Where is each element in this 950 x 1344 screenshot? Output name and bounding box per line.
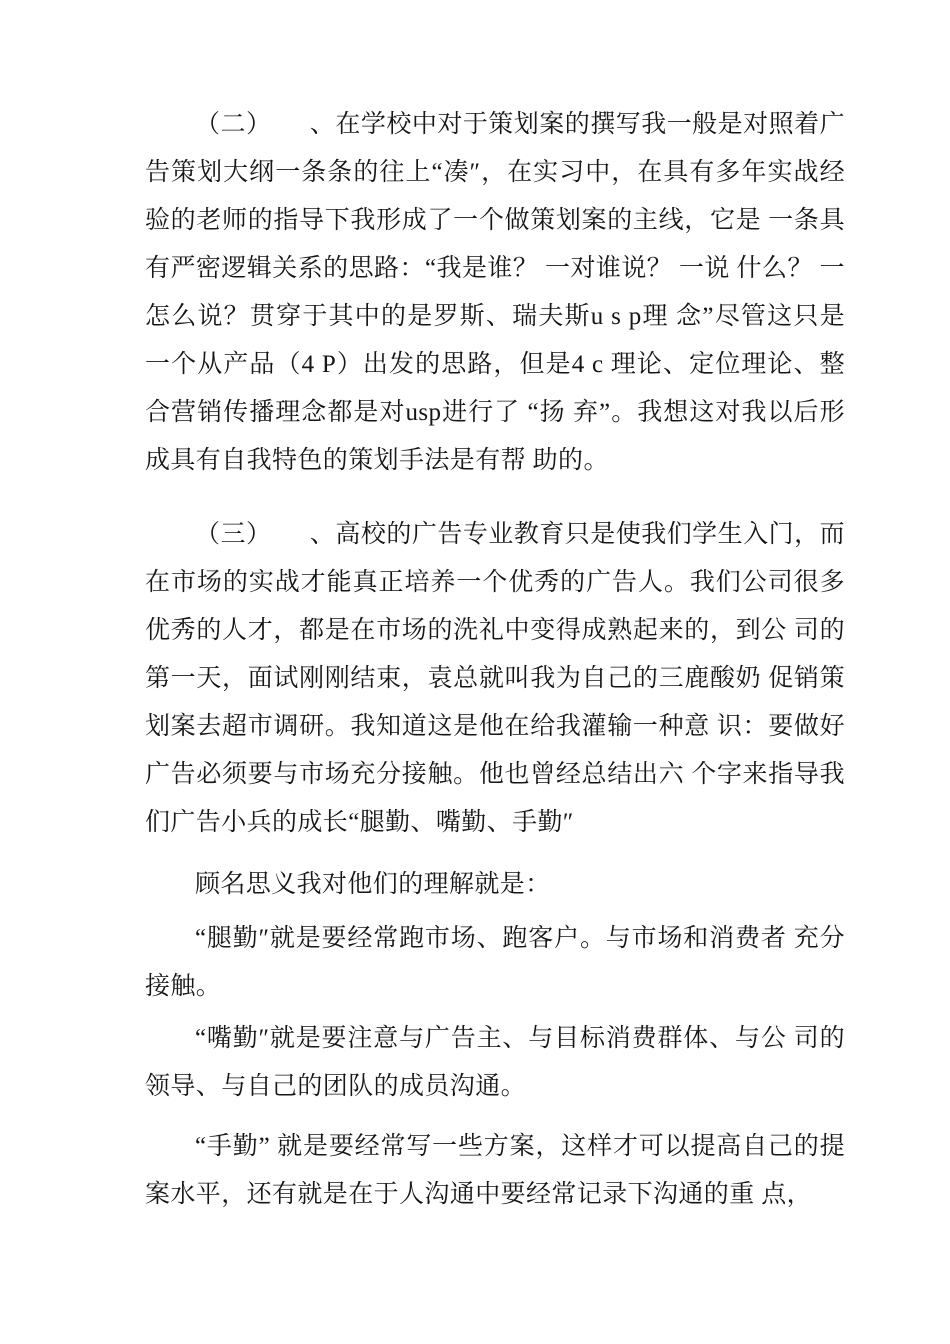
paragraph-zuiqin-communication: “嘴勤″就是要注意与广告主、与目标消费群体、与公 司的领导、与自己的团队的成员沟通。 — [145, 1025, 845, 1100]
paragraph-section-three: （三） 、高校的广告专业教育只是使我们学生入门，而 在市场的实战才能真正培养一个优秀的广告人。我们公司很多优秀的人才，都是在市场的洗礼中变得成熟起来的，到公 司的第一天，面试刚刚结束，袁总就叫我为自己的三鹿酸奶 促销策划案去超市调研。我知道这是他在给我灌输一种意 识：要做好广告必须要与市场充分接触。他也曾经总结出六 个字来指导我们广告小兵的成长“腿勤、嘴勤、手勤″ — [145, 521, 845, 836]
document-body — [145, 101, 845, 1219]
paragraph-section-two: （二） 、在学校中对于策划案的撰写我一般是对照着广 告策划大纲一条条的往上“凑″，在实习中，在具有多年实战经验的老师的指导下我形成了一个做策划案的主线，它是 一条具有严密逻辑关系的思路：“我是谁？ 一对谁说？ 一说 什么？ 一怎么说？贯穿于其中的是罗斯、瑞夫斯u s p理 念”尽管这只是一个从产品（4 P）出发的思路，但是4 c 理论、定位理论、整合营销传播理念都是对usp进行了 “扬 弃”。我想这对我以后形成具有自我特色的策划手法是有帮 助的。 — [145, 111, 845, 474]
paragraph-understanding-intro: 顾名思义我对他们的理解就是： — [195, 871, 551, 898]
paragraph-tuiqin-legwork: “腿勤″就是要经常跑市场、跑客户。与市场和消费者 充分接触。 — [145, 925, 845, 1000]
paragraph-shouqin-writing: “手勤” 就是要经常写一些方案，这样才可以提高自己的提案水平，还有就是在于人沟通中要经常记录下沟通的重 点， — [145, 1133, 845, 1208]
